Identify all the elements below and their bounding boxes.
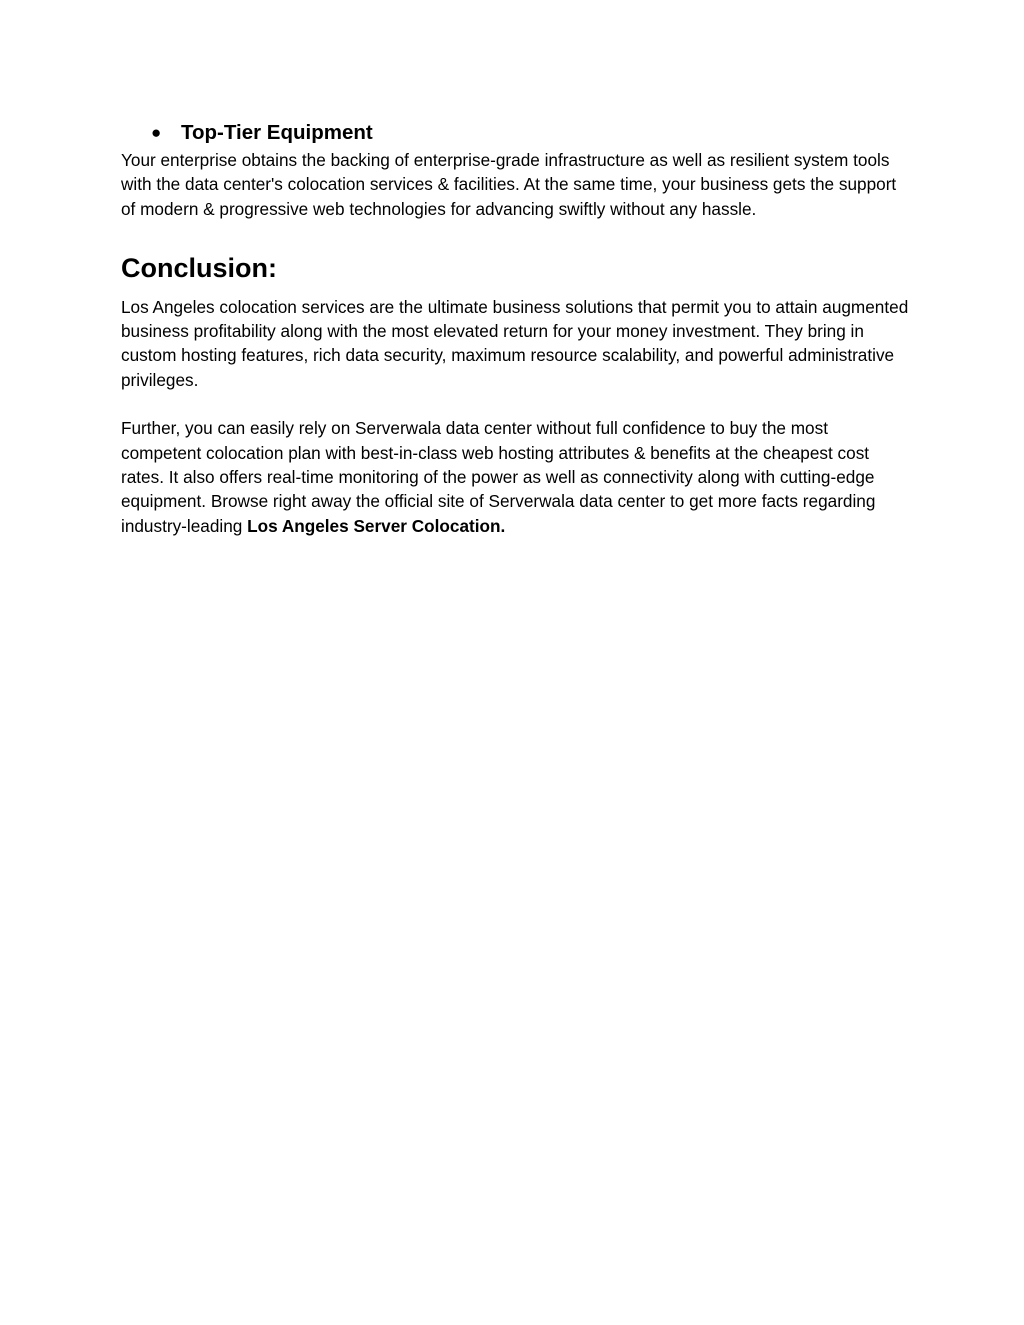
conclusion-paragraph-2-text: Further, you can easily rely on Serverwala data center without full confidence to buy the most competent colocation plan with best-in-class web hosting attributes & benefits at the cheapest cost rates. It also offers real-time monitoring of the power as well as connectivity along with cutting-edge equipment. Browse right away the official site of Serverwala data center to get more facts regarding industry-leading xyxy=(121,418,876,536)
document-page xyxy=(121,118,911,538)
conclusion-paragraph-1: Los Angeles colocation services are the ultimate business solutions that permit you to attain augmented business profitability along with the most elevated return for your money investment. They bring in custom hosting features, rich data security, maximum resource scalability, and powerful administrative privileges. xyxy=(121,296,909,390)
bullet-item-top-tier-equipment xyxy=(121,118,911,148)
conclusion-paragraph-2-bold: Los Angeles Server Colocation. xyxy=(247,515,506,536)
bullet-heading: Top-Tier Equipment xyxy=(181,121,373,144)
equipment-paragraph: Your enterprise obtains the backing of enterprise-grade infrastructure as well as resilient system tools with the data center's colocation services & facilities. At the same time, your business gets the support of modern & progressive web technologies for advancing swiftly without any hassle. xyxy=(121,150,897,219)
conclusion-paragraph-2 xyxy=(121,416,911,537)
conclusion-heading: Conclusion: xyxy=(121,252,277,283)
bullet-dot-icon: ● xyxy=(151,123,162,142)
